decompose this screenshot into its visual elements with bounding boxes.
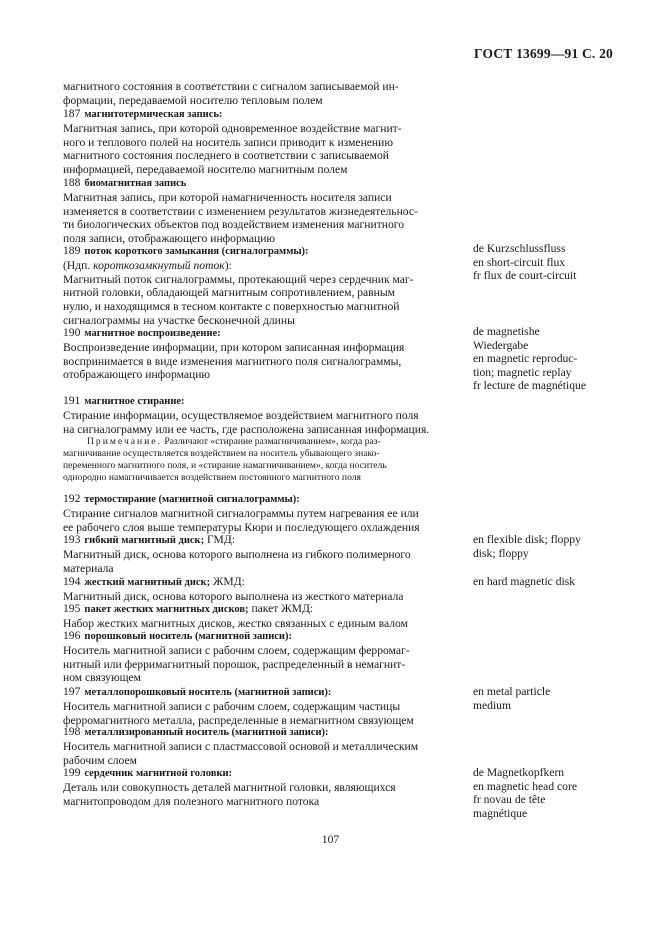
- entry-number: 188: [63, 176, 81, 189]
- intro-text: магнитного состояния в соответствии с сигналом записываемой ин- формации, передаваемой носителю тепловым полем: [63, 80, 399, 107]
- entry-term: сердечник магнитной головки:: [84, 768, 233, 779]
- page-number: 107: [321, 833, 340, 846]
- deprecated-term: короткозамкнутый поток: [93, 258, 225, 272]
- entry-term: биомагнитная запись: [84, 178, 187, 189]
- entry-number: 195: [63, 602, 81, 615]
- equivalents-194: en hard magnetic disk: [473, 575, 576, 588]
- equivalents-197: en metal particle medium: [473, 685, 551, 712]
- note-label: Примечание.: [87, 436, 162, 447]
- entry-term: магнитное стирание:: [84, 396, 185, 407]
- entry-number: 190: [63, 326, 81, 339]
- entry-195: 195 пакет жестких магнитных дисков; пакет ЖМД: Набор жестких магнитных дисков, жестко связанных с единым валом: [63, 602, 408, 630]
- entry-term: металлизированный носитель (магнитной записи):: [84, 727, 329, 738]
- equivalents-193: en flexible disk; floppy disk; floppy: [473, 533, 581, 560]
- note: Примечание. Различают «стирание размагничиванием», когда раз- магничивание осуществляется воздействием на носитель убывающего знако- переменного магнитного поля, и «стирание намагничиванием», когда носитель однородно намагничивается воздействием постоянного магнитного поля: [63, 436, 387, 483]
- entry-197: 197 металлопорошковый носитель (магнитной записи): Носитель магнитной записи с рабочим слоем, содержащим частицы ферромагнитного металла, распределенные в немагнитном связующем: [63, 685, 414, 727]
- entry-198: 198 металлизированный носитель (магнитной записи): Носитель магнитной записи с пластмассовой основой и металлическим рабочим слоем: [63, 725, 419, 767]
- entry-190: 190 магнитное воспроизведение: Воспроизведение информации, при котором записанная информация воспринимается в виде изменения магнитного поля сигналограммы, отображающего информацию: [63, 326, 405, 382]
- entry-191: 191 магнитное стирание: Стирание информации, осуществляемое воздействием магнитного поля на сигналограмму или ее часть, где расположена записанная информация.: [63, 394, 430, 436]
- entry-term: гибкий магнитный диск;: [84, 535, 205, 546]
- entry-194: 194 жесткий магнитный диск; ЖМД: Магнитный диск, основа которого выполнена из жесткого материала: [63, 575, 404, 603]
- entry-number: 197: [63, 685, 81, 698]
- entry-199: 199 сердечник магнитной головки: Деталь или совокупность деталей магнитной головки, являющихся магнитопроводом для полезного магнитного потока: [63, 766, 396, 808]
- page-header: ГОСТ 13699—91 С. 20: [474, 46, 613, 61]
- entry-term: магнитное воспроизведение:: [84, 328, 221, 339]
- entry-term: жесткий магнитный диск;: [84, 577, 211, 588]
- entry-term: пакет жестких магнитных дисков;: [84, 604, 249, 615]
- entry-term: металлопорошковый носитель (магнитной записи):: [84, 687, 332, 698]
- entry-193: 193 гибкий магнитный диск; ГМД: Магнитный диск, основа которого выполнена из гибкого полимерного материала: [63, 533, 411, 575]
- entry-number: 199: [63, 766, 81, 779]
- entry-number: 196: [63, 629, 81, 642]
- entry-number: 192: [63, 492, 81, 505]
- entry-number: 191: [63, 394, 81, 407]
- entry-192: 192 термостирание (магнитной сигналограммы): Стирание сигналов магнитной сигналограммы путем нагревания ее или ее рабочего слоя выше температуры Кюри и последующего охлаждения: [63, 492, 420, 534]
- equivalents-189: de Kurzschlussfluss en short-circuit flux fr flux de court-circuit: [473, 242, 577, 283]
- entry-term: поток короткого замыкания (сигналограммы):: [84, 246, 309, 257]
- entry-188: 188 биомагнитная запись Магнитная запись, при которой намагниченность носителя записи изменяется в соответствии с изменением результатов жизнедеятельнос- ти биологических объектов под воздействием изменения магнитного поля записи, отображающего информацию: [63, 176, 418, 246]
- entry-number: 193: [63, 533, 81, 546]
- equivalents-190: de magnetishe Wiedergabe en magnetic reproduc- tion; magnetic replay fr lecture de magnétique: [473, 325, 586, 393]
- entry-term: порошковый носитель (магнитной записи):: [84, 631, 292, 642]
- entry-number: 187: [63, 107, 81, 120]
- entry-number: 194: [63, 575, 81, 588]
- equivalents-199: de Magnetkopfkern en magnetic head core fr novau de tête magnétique: [473, 766, 577, 820]
- entry-number: 198: [63, 725, 81, 738]
- entry-number: 189: [63, 244, 81, 257]
- entry-187: 187 магнитотермическая запись: Магнитная запись, при которой одновременное воздействие магнит- ного и теплового полей на носитель записи приводит к изменению магнитного состояния последнего в соответствии с записываемой информацией, передаваемой носителю магнитным полем: [63, 107, 402, 177]
- entry-term: термостирание (магнитной сигналограммы):: [84, 494, 300, 505]
- entry-189: 189 поток короткого замыкания (сигналограммы): (Ндп. короткозамкнутый поток): Магнитный поток сигналограммы, протекающий через сердечник маг- нитной головки, обладающей магнитным сопротивлением, равным нулю, и находящимся в тесном контакте с поверхностью магнитной сигналограммы на участке бесконечной длины: [63, 244, 414, 327]
- entry-196: 196 порошковый носитель (магнитной записи): Носитель магнитной записи с рабочим слоем, содержащим ферромаг- нитный или ферримагнитный порошок, распределенный в немагнит- ном связующем: [63, 629, 410, 685]
- entry-term: магнитотермическая запись:: [84, 109, 223, 120]
